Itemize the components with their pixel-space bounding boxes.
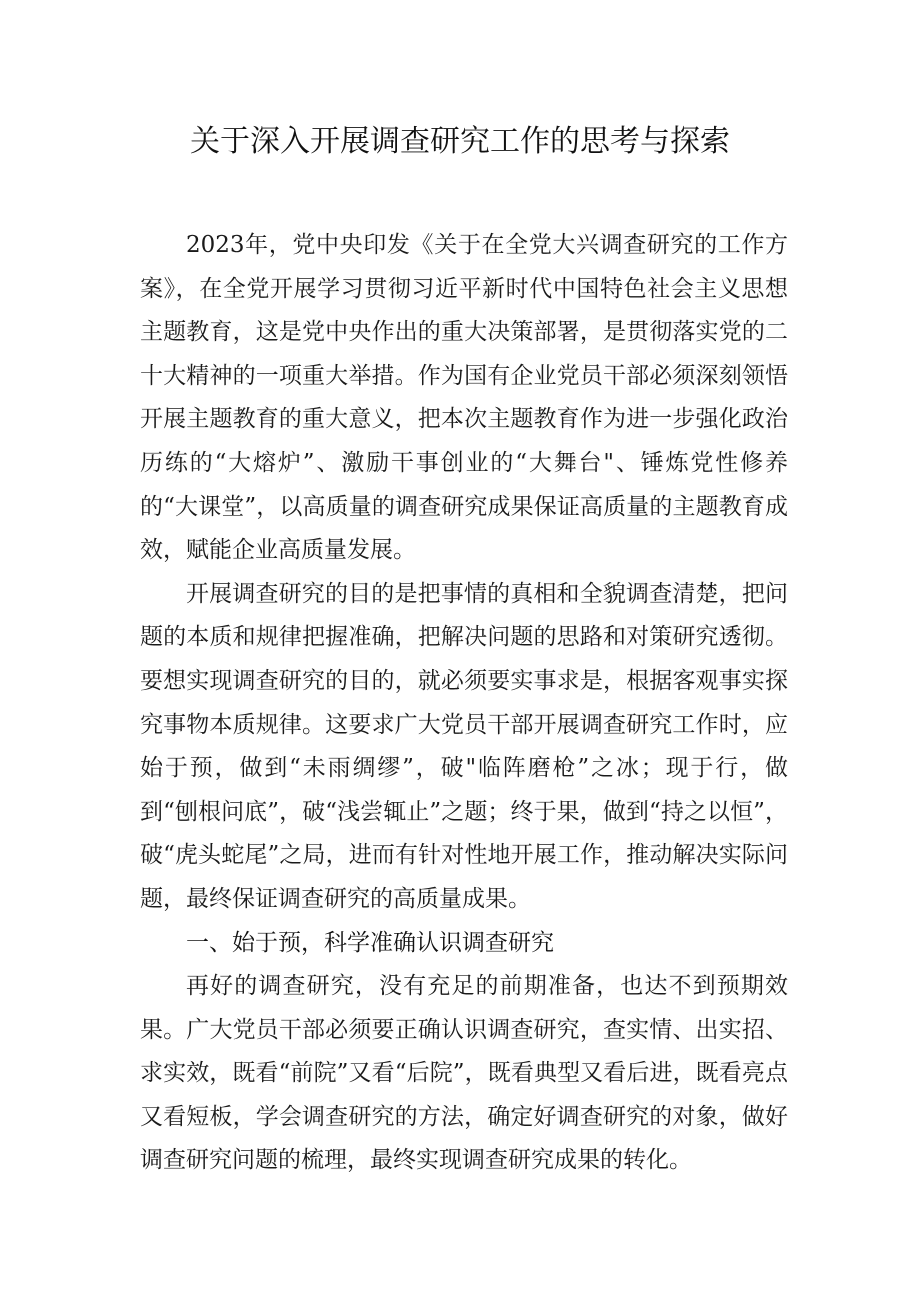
document-title: 关于深入开展调查研究工作的思考与探索 [190,124,730,159]
section-1-paragraph: 再好的调查研究，没有充足的前期准备，也达不到预期效果。广大党员干部必须要正确认识调查研究，查实情、出实招、求实效，既看“前院”又看“后院”，既看典型又看后进，既看亮点又看短板，学会调查研究的方法，确定好调查研究的对象，做好调查研究问题的梳理，最终实现调查研究成果的转化。 [140,973,788,1174]
document-body [140,224,788,1183]
section-heading-1: 一、始于预，科学准确认识调查研究 [186,929,554,956]
intro-paragraph: 2023年，党中央印发《关于在全党大兴调查研究的工作方案》，在全党开展学习贯彻习近平新时代中国特色社会主义思想主题教育，这是党中央作出的重大决策部署，是贯彻落实党的二十大精神的一项重大举措。作为国有企业党员干部必须深刻领悟开展主题教育的重大意义，把本次主题教育作为进一步强化政治历练的“大熔炉”、激励干事创业的“大舞台"、锤炼党性修养的“大课堂”，以高质量的调查研究成果保证高质量的主题教育成效，赋能企业高质量发展。 [140,232,788,564]
purpose-paragraph: 开展调查研究的目的是把事情的真相和全貌调查清楚，把问题的本质和规律把握准确，把解决问题的思路和对策研究透彻。要想实现调查研究的目的，就必须要实事求是，根据客观事实探究事物本质规律。这要求广大党员干部开展调查研究工作时，应始于预，做到“未雨绸缪”，破"临阵磨枪”之冰；现于行，做到“刨根问底”，破“浅尝辄止”之题；终于果，做到“持之以恒”，破“虎头蛇尾”之局，进而有针对性地开展工作，推动解决实际问题，最终保证调查研究的高质量成果。 [140,580,788,912]
